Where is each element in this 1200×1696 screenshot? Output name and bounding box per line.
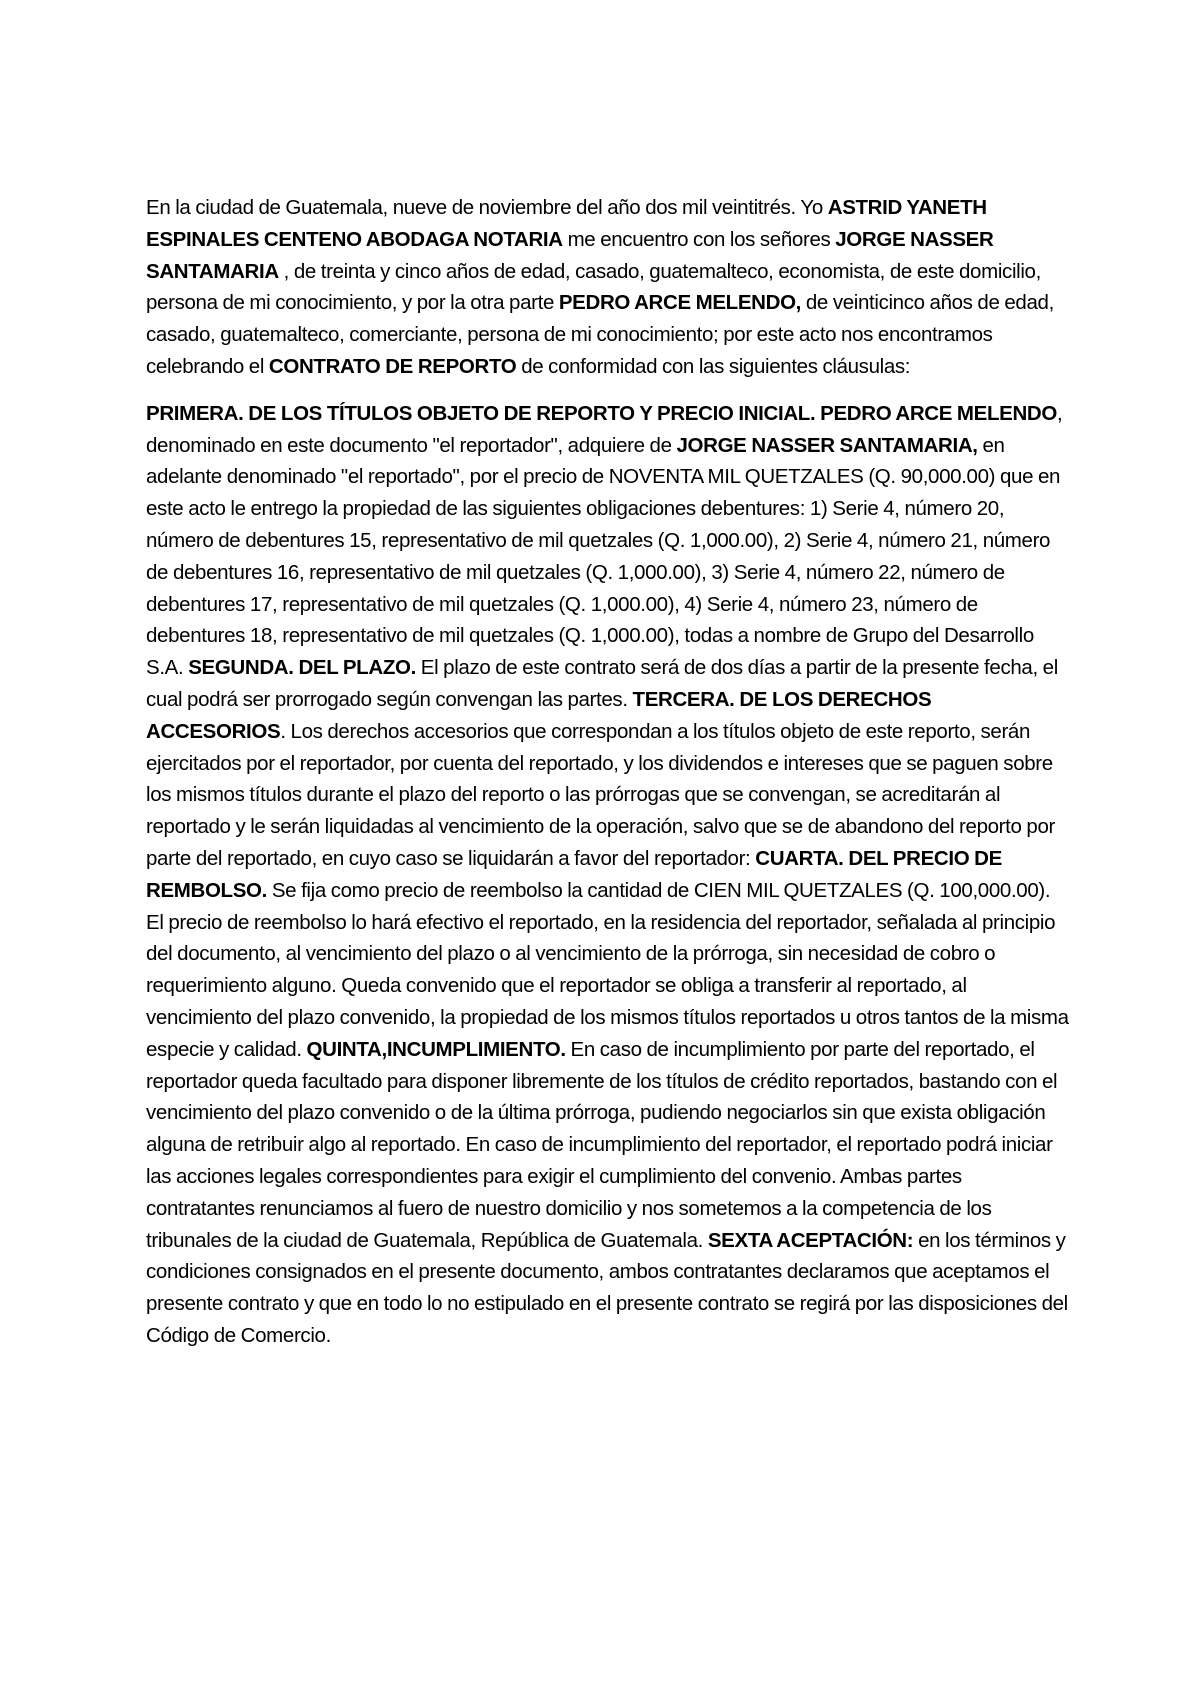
clause-quinta-heading: QUINTA,INCUMPLIMIENTO. (306, 1037, 566, 1061)
notary-name: ASTRID YANETH ESPINALES CENTENO ABODAGA NOTARIA (146, 196, 987, 251)
clause-primera-text-2: en adelante denominado "el reportado", por el precio de NOVENTA MIL QUETZALES (Q. 90,000.00) que en este acto le entrego la propiedad de las siguientes obligaciones debentures: 1) Serie 4, número 20, número de debentures 15, representativo de mil quetzales (Q. 1,000.00), 2) Serie 4, número 21, número de debentures 16, representativo de mil quetzales (Q. 1,000.00), 3) Serie 4, número 22, número de debentures 17, representativo de mil quetzales (Q. 1,000.00), 4) Serie 4, número 23, número de debentures 18, representativo de mil quetzales (Q. 1,000.00), todas a nombre de Grupo del Desarrollo S.A. (146, 433, 1061, 680)
intro-text-5: de conformidad con las siguientes cláusulas: (516, 354, 911, 378)
clause-segunda-heading: SEGUNDA. DEL PLAZO. (188, 656, 416, 680)
document-body (146, 192, 1071, 1367)
intro-text-3: , de treinta y cinco años de edad, casado, guatemalteco, economista, de este domicilio, persona de mi conocimiento, y por la otra parte (146, 259, 1041, 315)
clause-cuarta-heading: CUARTA. DEL PRECIO DE REMBOLSO. (146, 846, 1002, 902)
clause-quinta-text: En caso de incumplimiento por parte del reportado, el reportador queda facultado para disponer libremente de los títulos de crédito reportados, bastando con el vencimiento del plazo convenido o de la última prórroga, pudiendo negociarlos sin que exista obligación alguna de retribuir algo al reportado. En caso de incumplimiento del reportador, el reportado podrá iniciar las acciones legales correspondientes para exigir el cumplimiento del convenio. Ambas partes contratantes renunciamos al fuero de nuestro domicilio y nos sometemos a la competencia de los tribunales de la ciudad de Guatemala, República de Guatemala. (146, 1037, 1058, 1252)
intro-paragraph (146, 192, 1071, 383)
clause-tercera-heading: TERCERA. DE LOS DERECHOS ACCESORIOS (146, 687, 932, 743)
clause-primera-heading: PRIMERA. DE LOS TÍTULOS OBJETO DE REPORTO Y PRECIO INICIAL. PEDRO ARCE MELENDO (146, 401, 1057, 425)
clause-sexta-heading: SEXTA ACEPTACIÓN: (707, 1228, 914, 1252)
clause-sexta-text: en los términos y condiciones consignados en el presente documento, ambos contratantes declaramos que aceptamos el presente contrato y que en todo lo no estipulado en el presente contrato se regirá por las disposiciones del Código de Comercio. (146, 1228, 1068, 1347)
clause-primera-text-1: , denominado en este documento "el reportador", adquiere de (146, 401, 1063, 457)
clause-segunda-text: El plazo de este contrato será de dos días a partir de la presente fecha, el cual podrá ser prorrogado según convengan las partes. (146, 656, 1058, 711)
intro-text-2: me encuentro con los señores (562, 227, 836, 251)
clause-cuarta-text: Se fija como precio de reembolso la cantidad de CIEN MIL QUETZALES (Q. 100,000.00). El precio de reembolso lo hará efectivo el reportado, en la residencia del reportador, señalada al principio del documento, al vencimiento del plazo o al vencimiento de la prórroga, sin necesidad de cobro o requerimiento alguno. Queda convenido que el reportador se obliga a transferir al reportado, al vencimiento del plazo convenido, la propiedad de los mismos títulos reportados u otros tantos de la misma especie y calidad. (146, 878, 1069, 1061)
clause-tercera-text: . Los derechos accesorios que correspondan a los títulos objeto de este reporto, serán ejercitados por el reportador, por cuenta del reportado, y los dividendos e intereses que se paguen sobre los mismos títulos durante el plazo del reporto o las prórrogas que se convengan, se acreditarán al reportado y le serán liquidadas al vencimiento de la operación, salvo que se de abandono del reporto por parte del reportado, en cuyo caso se liquidarán a favor del reportador: (146, 719, 1055, 870)
contract-title: CONTRATO DE REPORTO (268, 354, 517, 378)
intro-text-4: de veinticinco años de edad, casado, guatemalteco, comerciante, persona de mi conocimiento; por este acto nos encontramos celebrando el (146, 291, 1054, 378)
clause-primera-jorge: JORGE NASSER SANTAMARIA, (676, 433, 978, 457)
party-jorge-name: JORGE NASSER SANTAMARIA (146, 227, 994, 283)
clauses-paragraph (146, 398, 1071, 1352)
intro-text-1: En la ciudad de Guatemala, nueve de noviembre del año dos mil veintitrés. Yo (146, 196, 828, 219)
party-pedro-name: PEDRO ARCE MELENDO, (558, 291, 802, 315)
